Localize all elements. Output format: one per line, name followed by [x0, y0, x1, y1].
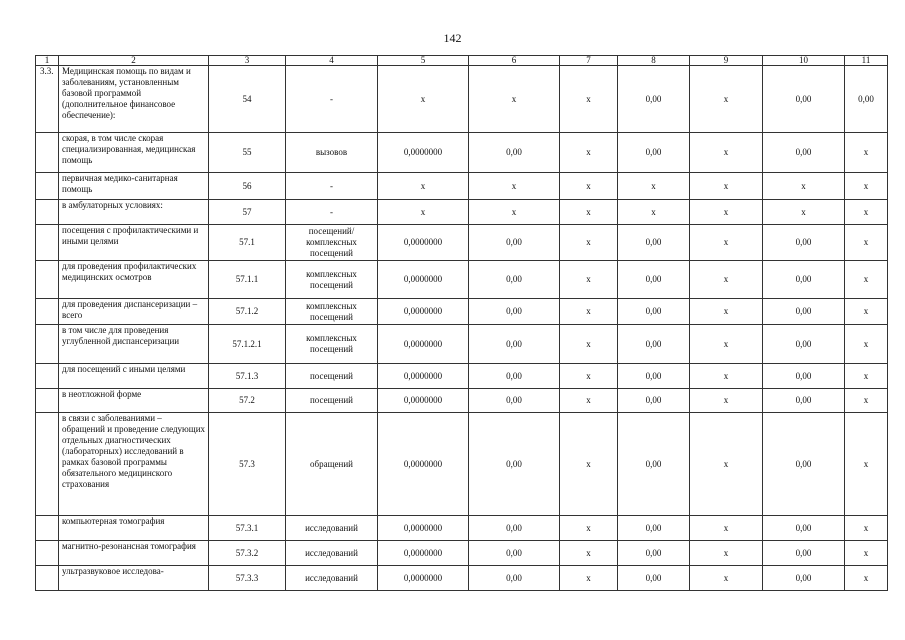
table-cell: -: [286, 200, 378, 225]
table-cell: 0,00: [618, 413, 690, 516]
table-cell: x: [845, 413, 888, 516]
table-cell: x: [845, 173, 888, 200]
table-cell: 0,00: [469, 364, 560, 389]
table-cell: x: [469, 66, 560, 133]
table-cell: 0,00: [618, 364, 690, 389]
table-cell: 0,0000000: [378, 299, 469, 325]
table-cell: x: [845, 299, 888, 325]
table-cell: x: [690, 413, 763, 516]
table-cell: x: [845, 261, 888, 299]
table-cell: [36, 261, 59, 299]
table-cell: x: [763, 200, 845, 225]
table-cell: 57.3: [209, 413, 286, 516]
table-cell: x: [845, 200, 888, 225]
table-cell: x: [690, 364, 763, 389]
page-number: 142: [443, 31, 462, 45]
table-cell: x: [845, 389, 888, 413]
table-cell: [36, 364, 59, 389]
table-cell: x: [560, 541, 618, 566]
table-cell: 0,0000000: [378, 325, 469, 364]
column-header: 11: [845, 56, 888, 66]
table-cell: x: [690, 566, 763, 591]
table-cell: x: [845, 541, 888, 566]
table-cell: вызовов: [286, 133, 378, 173]
column-header: 7: [560, 56, 618, 66]
table-cell: x: [690, 225, 763, 261]
table-cell: комплексных посещений: [286, 299, 378, 325]
table-cell: x: [690, 389, 763, 413]
table-cell: 0,0000000: [378, 566, 469, 591]
table-cell: 57.1.2.1: [209, 325, 286, 364]
table-cell: 0,00: [469, 566, 560, 591]
table-cell: 57: [209, 200, 286, 225]
table-cell: x: [690, 173, 763, 200]
data-table: [35, 55, 888, 591]
table-row: [36, 133, 888, 173]
table-cell: 0,00: [763, 133, 845, 173]
table-cell: x: [560, 566, 618, 591]
table-cell: 0,00: [618, 66, 690, 133]
table-cell: x: [690, 325, 763, 364]
table-row: [36, 225, 888, 261]
table-row: [36, 541, 888, 566]
table-cell: 54: [209, 66, 286, 133]
table-cell: 0,00: [469, 299, 560, 325]
table-cell: в амбулаторных условиях:: [59, 200, 209, 225]
table-cell: x: [618, 200, 690, 225]
table-cell: 57.3.3: [209, 566, 286, 591]
table-cell: [36, 225, 59, 261]
table-cell: x: [690, 133, 763, 173]
table-cell: 0,0000000: [378, 133, 469, 173]
table-cell: x: [560, 261, 618, 299]
table-cell: посещения с профилактическими и иными целями: [59, 225, 209, 261]
table-cell: 0,00: [763, 325, 845, 364]
table-cell: x: [469, 173, 560, 200]
table-cell: 0,0000000: [378, 516, 469, 541]
table-cell: x: [845, 225, 888, 261]
table-cell: x: [763, 173, 845, 200]
table-cell: 0,00: [469, 133, 560, 173]
table-row: [36, 200, 888, 225]
table-cell: 0,00: [469, 516, 560, 541]
table-cell: x: [560, 66, 618, 133]
table-cell: x: [560, 516, 618, 541]
table-cell: 0,00: [618, 225, 690, 261]
table-cell: x: [845, 325, 888, 364]
table-cell: 0,0000000: [378, 225, 469, 261]
table-cell: комплексных посещений: [286, 261, 378, 299]
table-cell: x: [690, 299, 763, 325]
table-cell: 0,00: [618, 566, 690, 591]
table-cell: -: [286, 173, 378, 200]
table-cell: 0,00: [618, 389, 690, 413]
column-header: 2: [59, 56, 209, 66]
table-cell: 3.3.: [36, 66, 59, 133]
table-cell: [36, 325, 59, 364]
table-cell: -: [286, 66, 378, 133]
table-cell: 0,00: [618, 261, 690, 299]
table-row: [36, 299, 888, 325]
table-cell: 0,00: [469, 389, 560, 413]
table-row: [36, 173, 888, 200]
column-header: 6: [469, 56, 560, 66]
table-cell: исследований: [286, 566, 378, 591]
table-cell: x: [560, 225, 618, 261]
table-cell: 0,00: [618, 541, 690, 566]
table-cell: 57.3.1: [209, 516, 286, 541]
table-cell: x: [560, 133, 618, 173]
table-cell: 0,00: [469, 413, 560, 516]
table-cell: x: [378, 200, 469, 225]
header-row: [36, 56, 888, 66]
table-cell: 0,00: [469, 225, 560, 261]
table-cell: 0,00: [845, 66, 888, 133]
table-cell: 0,00: [763, 225, 845, 261]
table-cell: x: [690, 261, 763, 299]
table-cell: 0,00: [763, 261, 845, 299]
table-cell: в том числе для проведения углубленной диспансеризации: [59, 325, 209, 364]
table-row: [36, 516, 888, 541]
table-cell: для проведения профилактических медицинских осмотров: [59, 261, 209, 299]
table-row: [36, 413, 888, 516]
table-cell: x: [845, 566, 888, 591]
table-cell: для посещений с иными целями: [59, 364, 209, 389]
table-cell: x: [469, 200, 560, 225]
table-cell: x: [690, 516, 763, 541]
table-cell: x: [560, 413, 618, 516]
table-cell: 0,00: [763, 389, 845, 413]
table-cell: [36, 299, 59, 325]
table-cell: [36, 200, 59, 225]
table-cell: 57.1.1: [209, 261, 286, 299]
column-header: 9: [690, 56, 763, 66]
table-cell: x: [378, 173, 469, 200]
table-cell: обращений: [286, 413, 378, 516]
table-cell: скорая, в том числе скорая специализированная, медицинская помощь: [59, 133, 209, 173]
table-cell: [36, 516, 59, 541]
table-cell: 56: [209, 173, 286, 200]
table-cell: 57.1: [209, 225, 286, 261]
table-cell: первичная медико-санитарная помощь: [59, 173, 209, 200]
table-cell: x: [560, 173, 618, 200]
table-cell: [36, 541, 59, 566]
table-cell: 0,00: [763, 66, 845, 133]
table-row: [36, 325, 888, 364]
table-cell: [36, 389, 59, 413]
table-row: [36, 389, 888, 413]
table-cell: комплексных посещений: [286, 325, 378, 364]
table-cell: x: [560, 389, 618, 413]
table-cell: посещений: [286, 364, 378, 389]
table-cell: 0,00: [618, 516, 690, 541]
table-cell: посещений/комплексных посещений: [286, 225, 378, 261]
column-header: 3: [209, 56, 286, 66]
table-cell: [36, 173, 59, 200]
table-cell: x: [618, 173, 690, 200]
table-row: [36, 261, 888, 299]
table-cell: 0,00: [763, 413, 845, 516]
column-header: 1: [36, 56, 59, 66]
table-row: [36, 364, 888, 389]
column-header: 4: [286, 56, 378, 66]
table-cell: x: [690, 200, 763, 225]
table-cell: 0,00: [469, 325, 560, 364]
table-cell: x: [560, 364, 618, 389]
table-cell: 0,0000000: [378, 389, 469, 413]
table-cell: 0,00: [618, 133, 690, 173]
table-cell: 0,00: [763, 364, 845, 389]
table-cell: 0,00: [469, 261, 560, 299]
table-cell: 0,00: [618, 299, 690, 325]
table-cell: 57.1.3: [209, 364, 286, 389]
table-cell: 0,00: [763, 516, 845, 541]
table-cell: 55: [209, 133, 286, 173]
table-cell: x: [845, 516, 888, 541]
table-cell: 57.1.2: [209, 299, 286, 325]
table-cell: x: [690, 66, 763, 133]
table-cell: компьютерная томография: [59, 516, 209, 541]
table-row: [36, 66, 888, 133]
table-cell: 0,00: [763, 299, 845, 325]
table-cell: x: [378, 66, 469, 133]
table-cell: [36, 413, 59, 516]
table-cell: x: [690, 541, 763, 566]
column-header: 8: [618, 56, 690, 66]
table-cell: x: [845, 364, 888, 389]
table-cell: исследований: [286, 516, 378, 541]
column-header: 5: [378, 56, 469, 66]
table-row: [36, 566, 888, 591]
table-cell: 0,00: [763, 541, 845, 566]
table-cell: в связи с заболеваниями – обращений и проведение следующих отдельных диагностических (лабораторных) исследований в рамках базовой программы обязательного медицинского страхования: [59, 413, 209, 516]
table-cell: 0,0000000: [378, 364, 469, 389]
table-cell: x: [845, 133, 888, 173]
table-cell: 57.3.2: [209, 541, 286, 566]
table-cell: посещений: [286, 389, 378, 413]
table-cell: 0,0000000: [378, 261, 469, 299]
table-cell: [36, 133, 59, 173]
table-cell: 0,0000000: [378, 541, 469, 566]
table-cell: 0,00: [763, 566, 845, 591]
column-header: 10: [763, 56, 845, 66]
table-cell: x: [560, 299, 618, 325]
table-cell: Медицинская помощь по видам и заболеваниям, установленным базовой программой (дополнительное финансовое обеспечение):: [59, 66, 209, 133]
table-cell: в неотложной форме: [59, 389, 209, 413]
table-cell: исследований: [286, 541, 378, 566]
table-cell: ультразвуковое исследова-: [59, 566, 209, 591]
table-cell: 0,00: [469, 541, 560, 566]
table-cell: для проведения диспансеризации – всего: [59, 299, 209, 325]
table-cell: x: [560, 325, 618, 364]
table-cell: 0,00: [618, 325, 690, 364]
table-cell: [36, 566, 59, 591]
table-cell: 57.2: [209, 389, 286, 413]
table-cell: магнитно-резонансная томография: [59, 541, 209, 566]
table-cell: x: [560, 200, 618, 225]
table-cell: 0,0000000: [378, 413, 469, 516]
